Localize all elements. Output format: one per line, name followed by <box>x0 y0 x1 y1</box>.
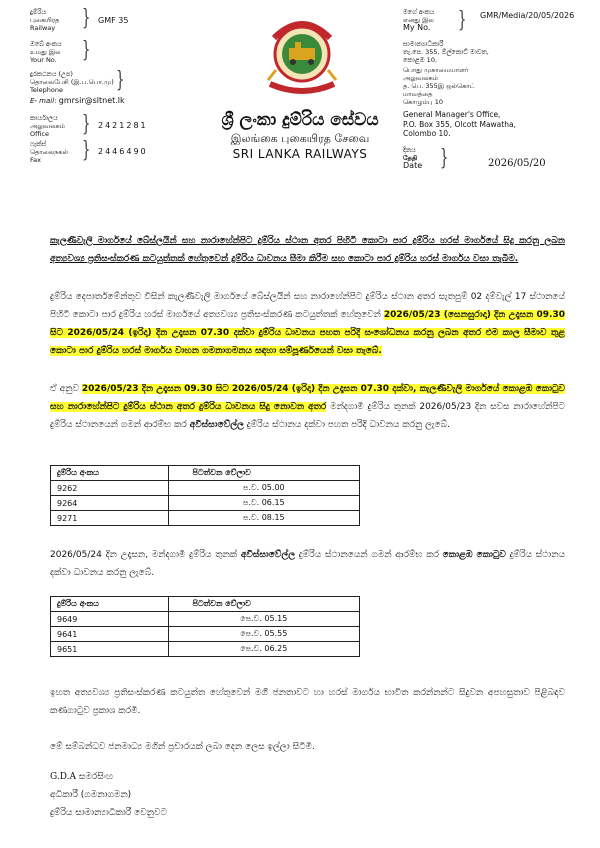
telephone: දුරකථනය (උප) தொலைபேசி (இ.ப.பொ.மு) Telephone } <box>30 68 125 94</box>
address-tamil: பொது முகாமையாளர் அலுவலகம் த. பெ. 355இ ஒல்கொட் மாவத்தை கொழும்பு 10 <box>403 66 475 106</box>
table-row: 9651 පෙ.ව. 06.25 <box>51 642 360 657</box>
signatory-title: අධිකාරී (ගමනාගමන) <box>50 790 132 800</box>
address-english: General Manager's Office, P.O. Box 355, Olcott Mawatha, Colombo 10. <box>403 110 516 138</box>
table-row: 9641 පෙ.ව. 05.55 <box>51 627 360 642</box>
column-header-departure: පිටත්වන වේලාව <box>168 466 359 481</box>
email-line: E- mail: gmrsir@sltnet.lk <box>30 96 125 105</box>
paragraph-2: ඒ අනුව 2026/05/23 දින උදෑසන 09.30 සිට 2026/05/24 (ඉරිදා) දින උදෑසන 07.30 දක්වා, කැලණිවැලි මාර්ගයේ කොළඹ කොටුව සහ නාරාහේන්පිට දුම්රිය ස්ථාන අතර දුම්රිය ධාවනය සිදු නොවන අතර මන්දගාමී දුම්රිය තුනක් 2026/05/23 දින සවස නාරාහේන්පිට දුම්රිය ස්ථානයෙන් ගමන් ආරම්භ කර අවිස්සාවේල්ල දුම්රිය ස්ථානය දක්වා පහත පරිදි ධාවනය කරනු ලැබේ. <box>50 384 565 430</box>
paragraph-3: 2026/05/24 දින උදෑසන, මන්දගාමී දුම්රිය තුනක් අවිස්සාවේල්ල දුම්රිය ස්ථානයෙන් ගමන් ආරම්භ කර කොළඹ කොටුව දුම්රිය ස්ථානය දක්වා ධාවනය කරනු ලැබේ. <box>50 550 565 578</box>
paragraph-4: ඉහත අත්‍යවශ්‍ය ප්‍රතිසංස්කරණ කටයුත්ත හේතුවෙන් මගී ජනතාවට හා හරස් මාර්ගය භාවිත කරන්නන්ට සිදුවන අපහසුතාව පිළිබඳව කණගාටුව ප්‍රකාශ කරමි. <box>50 688 565 716</box>
your-no: ඔබේ අංකය உமது இல Your No. } <box>30 38 91 64</box>
column-header-train-no: දුම්රිය අංකය <box>51 597 169 612</box>
my-no-value: GMR/Media/20/05/2026 <box>480 11 575 20</box>
date-labels: දිනය தேதி Date <box>403 146 423 170</box>
table-header-row <box>51 466 360 481</box>
highlight-closure-period: 2026/05/23 (සෙනසුරාදා) දින උදෑසන 09.30 සිට 2026/05/24 (ඉරිදා) දින උදෑසන 07.30 දක්වා දුම්රිය ධාවනය පහත පරිදි සංශෝධනය කරනු ලබන අතර එම කාල සීමාව තුළ කොටා පාර දුම්රිය හරස් මාර්ගය වාහන ගමනාගමනය සඳහා සම්පූර්ණයෙන් වසා තැබේ. <box>50 310 565 356</box>
title-sinhala: ශ්‍රී ලංකා දුම්රිය සේවය <box>221 110 379 130</box>
title-english: SRI LANKA RAILWAYS <box>232 147 368 161</box>
fax: ෆැක්ස් தொலைநகல் Fax } 2446490 <box>30 138 148 164</box>
railway-emblem-icon <box>262 8 342 98</box>
column-header-departure: පිටත්වන වේලාව <box>168 597 359 612</box>
paragraph-1: දුම්රිය දෙපාර්තමේන්තුව විසින් කැලණිවැලි මාර්ගයේ බේස්ලයින් සහ නාරාහේන්පිට දුම්රිය ස්ථාන අතර සැතපුම් 02 දම්වැල් 17 ස්ථානයේ පිහිටි කොටා පාර දුම්රිය හරස් මාර්ගයේ අත්‍යවශ්‍ය ප්‍රතිසංස්කරණ කටයුත්තක් හේතුවෙන් 2026/05/23 (සෙනසුරාදා) දින උදෑසන 09.30 සිට 2026/05/24 (ඉරිදා) දින උදෑසන 07.30 දක්වා දුම්රිය ධාවනය පහත පරිදි සංශෝධනය කරනු ලබන අතර එම කාල සීමාව තුළ කොටා පාර දුම්රිය හරස් මාර්ගය වාහන ගමනාගමනය සඳහා සම්පූර්ණයෙන් වසා තැබේ. <box>50 292 565 356</box>
address-sinhala: සාමාන්‍යාධිකාරී තැ.පෙ. 355, ඕල්කොට් මාවත, කොළඹ 10. <box>403 40 489 64</box>
table-header-row <box>51 597 360 612</box>
office-phone: කාර්යාලය அலுவலகம் Office } 2421281 <box>30 112 148 138</box>
table-row: 9264 ප.ව. 06.15 <box>51 496 360 511</box>
signatory-name: G.D.A සමරසිංහ <box>50 772 114 782</box>
railway-ref: දුම්රිය புகையிரத Railway } GMF 35 <box>30 6 129 32</box>
column-header-train-no: දුම්රිය අංකය <box>51 466 169 481</box>
train-table-1 <box>50 465 360 526</box>
title-tamil: இலங்கை புகையிரத சேவை <box>230 132 370 145</box>
signatory-on-behalf: දුම්රිය සාමාන්‍යාධිකාරී වෙනුවට <box>50 808 167 818</box>
paragraph-5: මේ සම්බන්ධව ජනමාධ්‍ය මගින් ප්‍රචාරයක් ලබා දෙන ලෙස ඉල්ලා සිටිමි. <box>50 742 315 752</box>
highlight-suspension: 2026/05/23 දින උදෑසන 09.30 සිට 2026/05/24 (ඉරිදා) දින උදෑසන 07.30 දක්වා, කැලණිවැලි මාර්ගයේ කොළඹ කොටුව සහ නාරාහේන්පිට දුම්රිය ස්ථාන අතර දුම්රිය ධාවනය සිදු නොවන අතර <box>50 384 565 412</box>
table-row: 9649 පෙ.ව. 05.15 <box>51 612 360 627</box>
subject: කැලණිවැලි මාර්ගයේ බේස්ලයින් සහ නාරාහේන්පිට දුම්රිය ස්ථාන අතර පිහිටි කොටා පාර දුම්රිය හරස් මාර්ගයේ සිදු කරනු ලබන අත්‍යවශ්‍ය ප්‍රතිසංස්කරණ කටයුත්තක් හේතුවෙන් දුම්රිය ධාවනය සීමා කිරීම සහ කොටා පාර දුම්රිය හරස් මාර්ගය වසා තැබීම. <box>50 236 565 264</box>
table-row: 9262 ප.ව. 05.00 <box>51 481 360 496</box>
table-row: 9271 ප.ව. 08.15 <box>51 511 360 526</box>
signature-block <box>50 768 167 822</box>
date-value: 2026/05/20 <box>488 158 546 169</box>
train-table-2 <box>50 596 360 657</box>
